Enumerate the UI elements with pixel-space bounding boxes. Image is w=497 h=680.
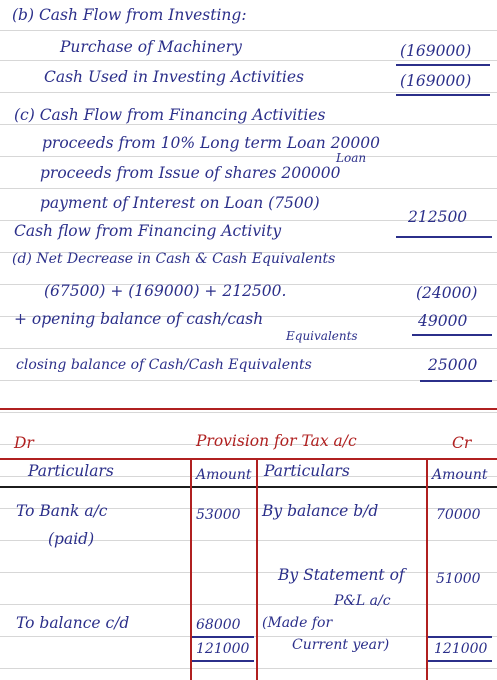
underline [420,380,492,382]
section-d-line2-amount: 49000 [418,312,468,330]
right-total: 121000 [434,641,488,657]
ruled-line [0,124,497,125]
ruled-line [0,572,497,573]
ledger-header-rule [0,486,497,488]
total-rule [192,636,254,638]
section-d-line1: (67500) + (169000) + 212500. [44,282,287,300]
ruled-line [0,412,497,413]
left-row2-amount: 68000 [196,617,241,633]
underline [396,64,490,66]
section-b-line2-amount: (169000) [400,72,472,90]
section-b-line2: Cash Used in Investing Activities [44,68,304,86]
right-row1-label: By balance b/d [262,502,379,520]
ledger-top-rule [0,458,497,460]
underline [396,94,490,96]
right-row2-line2: P&L a/c [334,593,391,609]
header-particulars-right: Particulars [264,462,350,480]
ruled-line [0,668,497,669]
col-rule [256,458,258,680]
right-row1-amount: 70000 [436,507,481,523]
ruled-line [0,604,497,605]
section-c-line3-amount: 212500 [408,208,468,226]
header-particulars-left: Particulars [28,462,114,480]
section-d-line1-amount: (24000) [416,284,478,302]
section-b-title: (b) Cash Flow from Investing: [12,6,247,24]
ruled-line [0,156,497,157]
section-c-line2: proceeds from Issue of shares 200000 [40,164,341,182]
section-c-title: (c) Cash Flow from Financing Activities [14,106,326,124]
header-amount-right: Amount [432,467,488,483]
ruled-line [0,92,497,93]
section-d-line2: + opening balance of cash/cash [14,310,264,328]
ledger-title: Provision for Tax a/c [196,432,357,450]
ruled-line [0,348,497,349]
ruled-line [0,30,497,31]
right-row2-label: By Statement of [278,566,405,584]
total-rule [428,636,492,638]
right-row2-line4: Current year) [292,637,390,653]
total-rule [428,660,492,662]
ledger-cr: Cr [452,434,472,452]
underline [396,236,492,238]
section-c-line1: proceeds from 10% Long term Loan 20000 [42,134,380,152]
section-d-title: (d) Net Decrease in Cash & Cash Equivalents [12,251,336,267]
left-row2-label: To balance c/d [16,614,130,632]
section-d-line3: closing balance of Cash/Cash Equivalents [16,357,312,373]
left-row1-amount: 53000 [196,507,241,523]
section-c-line3: payment of Interest on Loan (7500) [40,194,320,212]
col-rule [190,458,192,680]
right-row2-line3: (Made for [262,615,333,631]
ledger-dr: Dr [14,434,34,452]
section-b-line1: Purchase of Machinery [60,38,242,56]
ruled-line [0,188,497,189]
underline [412,334,492,336]
header-amount-left: Amount [196,467,252,483]
section-c-loan-note: Loan [336,151,367,165]
left-row1-sub: (paid) [48,530,95,548]
section-d-line3-amount: 25000 [428,356,478,374]
ruled-line [0,60,497,61]
left-total: 121000 [196,641,250,657]
left-row1-label: To Bank a/c [16,502,108,520]
col-rule [426,458,428,680]
right-row2-amount: 51000 [436,571,481,587]
section-d-line2-sub: Equivalents [286,329,358,343]
ledger-divider [0,408,497,410]
total-rule [192,660,254,662]
section-b-line1-amount: (169000) [400,42,472,60]
section-c-line4: Cash flow from Financing Activity [14,222,282,240]
